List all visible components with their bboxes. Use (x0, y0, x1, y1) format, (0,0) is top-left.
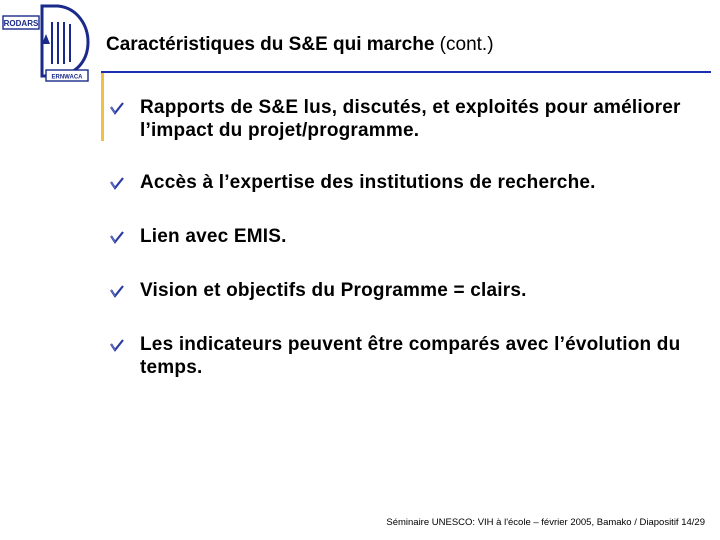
bullet-text: Les indicateurs peuvent être comparés avec l’évolution du temps. (140, 334, 681, 378)
list-item (110, 171, 700, 194)
checkmark-bullet-icon (110, 338, 124, 352)
slide-title-main: Caractéristiques du S&E qui marche (106, 34, 435, 55)
title-accent-bar (101, 73, 104, 141)
title-underline (101, 71, 711, 73)
slide-footer: Séminaire UNESCO: VIH à l'école – février 2005, Bamako / Diapositif 14/29 (386, 517, 705, 528)
bullet-text: Accès à l’expertise des institutions de recherche. (140, 172, 596, 193)
list-item (110, 96, 700, 142)
ernwaca-logo (2, 4, 90, 84)
bullet-list (110, 96, 700, 379)
checkmark-bullet-icon (110, 101, 124, 115)
slide-title (106, 34, 706, 56)
logo-bottom-text: ERNWACA (51, 74, 83, 81)
checkmark-bullet-icon (110, 230, 124, 244)
bullet-text: Rapports de S&E lus, discutés, et exploités pour améliorer l’impact du projet/programme. (140, 97, 681, 141)
bullet-text: Lien avec EMIS. (140, 226, 287, 247)
checkmark-bullet-icon (110, 284, 124, 298)
list-item (110, 333, 700, 379)
list-item (110, 279, 700, 302)
list-item (110, 225, 700, 248)
bullet-text: Vision et objectifs du Programme = clairs. (140, 280, 527, 301)
logo-top-text: RODARS (3, 19, 39, 28)
checkmark-bullet-icon (110, 176, 124, 190)
slide-title-cont: (cont.) (439, 34, 494, 55)
